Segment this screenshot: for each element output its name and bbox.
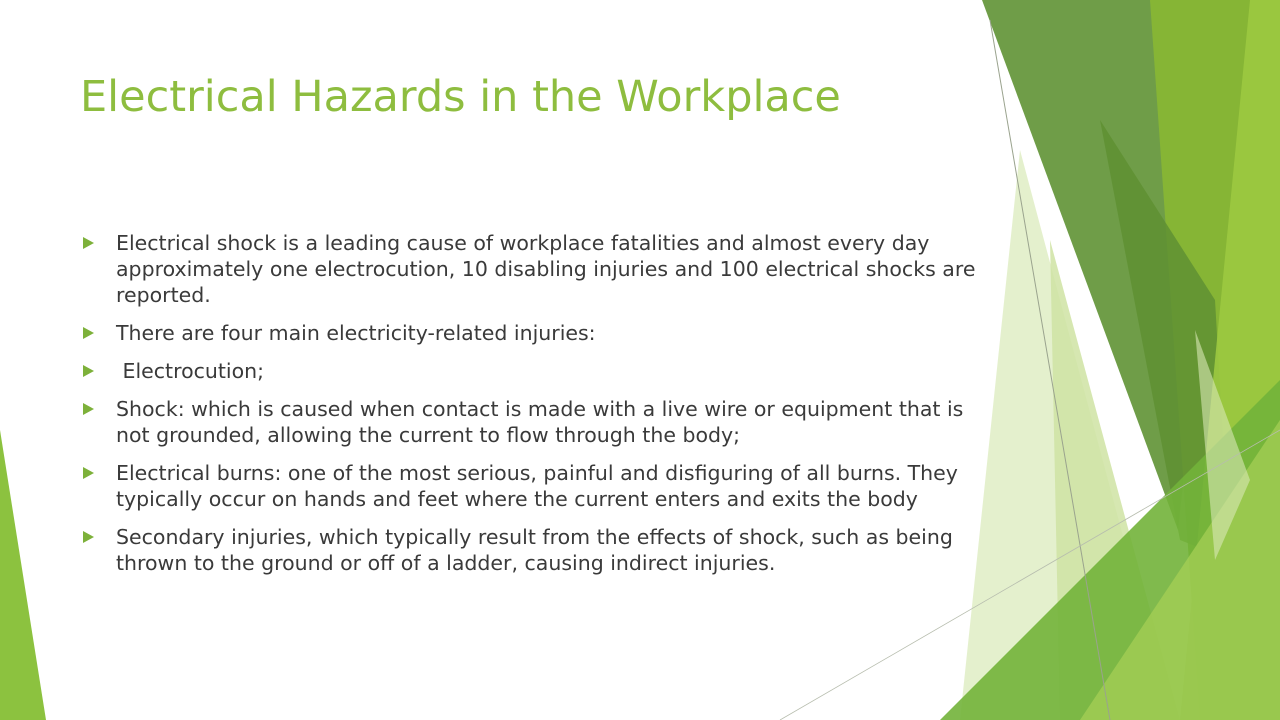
bullet-text: Secondary injuries, which typically result from the effects of shock, such as being thrown to the ground or off of a ladder, causing indirect injuries. <box>116 525 953 575</box>
triangle-right-icon <box>83 237 94 249</box>
bullet-item <box>80 524 980 576</box>
triangle-right-icon <box>83 365 94 377</box>
bullet-text: Shock: which is caused when contact is made with a live wire or equipment that is not grounded, allowing the current to flow through the body; <box>116 397 964 447</box>
bullet-text: There are four main electricity-related injuries: <box>116 321 596 345</box>
bullet-item <box>80 230 980 308</box>
bullet-item <box>80 320 980 346</box>
slide-title: Electrical Hazards in the Workplace <box>80 72 841 122</box>
bullet-list <box>80 230 980 588</box>
bullet-item <box>80 396 980 448</box>
left-edge-shape <box>0 430 46 720</box>
bullet-text: Electrocution; <box>116 359 265 383</box>
triangle-right-icon <box>83 467 94 479</box>
triangle-right-icon <box>83 403 94 415</box>
bullet-text: Electrical burns: one of the most serious, painful and disfiguring of all burns. They typically occur on hands and feet where the current enters and exits the body <box>116 461 958 511</box>
bullet-text: Electrical shock is a leading cause of workplace fatalities and almost every day approximately one electrocution, 10 disabling injuries and 100 electrical shocks are reported. <box>116 231 976 307</box>
bullet-item <box>80 460 980 512</box>
bullet-item <box>80 358 980 384</box>
triangle-right-icon <box>83 327 94 339</box>
triangle-right-icon <box>83 531 94 543</box>
